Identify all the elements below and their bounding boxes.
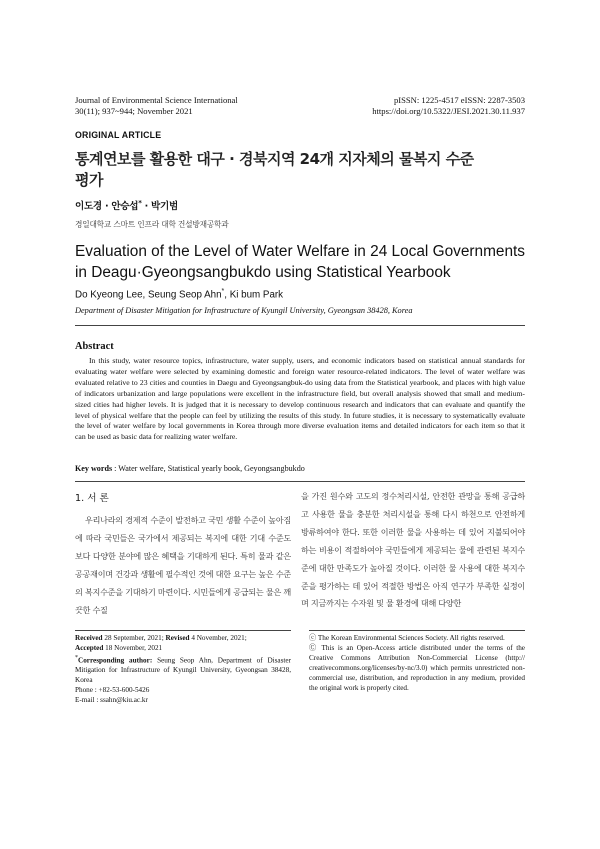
license-block bbox=[309, 633, 525, 693]
license: Ⓒ This is an Open-Access article distributed under the terms of the Creative Commons Attribution Non-Commercial License (http:// creativecommons.org/licenses/by-nc/3.0) which permits unrestricted non-commercial use, distribution, and reproduction in any medium, provided the original work is properly cited. bbox=[309, 644, 525, 692]
phone: Phone : +82-53-600-5426 bbox=[75, 686, 150, 695]
english-title-line1: Evaluation of the Level of Water Welfare in 24 Local Governments bbox=[75, 243, 525, 260]
english-authors-rest: , Ki bum Park bbox=[224, 289, 284, 301]
english-title bbox=[75, 242, 545, 283]
revised-date: 4 November, 2021; bbox=[189, 634, 247, 642]
english-authors-main: Do Kyeong Lee, Seung Seop Ahn bbox=[75, 289, 222, 301]
korean-authors bbox=[75, 198, 178, 212]
korean-title bbox=[75, 149, 535, 191]
footer-divider-right bbox=[309, 630, 525, 631]
accepted-label: Accepted bbox=[75, 644, 104, 652]
journal-ids bbox=[372, 95, 525, 117]
intro-paragraph-right: 을 가진 원수와 고도의 정수처리시설, 안전한 관망을 통해 공급하고 사용한 물을 충분한 처리시설을 통해 다시 하천으로 안전하게 방류하여야 한다. 또한 이러한 물을 사용하는 데 있어 지불되어야 하는 비용이 적절하여야 국민들에게 제공되는 물에 관련된 복지수준에 대한 만족도가 높아질 것이다. 이러한 물 사용에 대한 복지수준을 평가하는 데 있어 적절한 방법은 아직 연구가 부족한 실정이며 지금까지는 수자원 및 물 환경에 대해 다양한 bbox=[301, 491, 525, 609]
accepted-date: 18 November, 2021 bbox=[103, 644, 163, 652]
email[interactable]: E-mail : ssahn@kiu.ac.kr bbox=[75, 696, 148, 705]
corresponding-author bbox=[75, 653, 291, 685]
accepted-line bbox=[75, 643, 291, 653]
intro-paragraph-left: 우리나라의 경제적 수준이 발전하고 국민 생활 수준이 높아짐에 따라 국민들은 국가에서 제공되는 복지에 대한 기대 수준도 보다 다양한 분야에 많은 혜택을 기대하게 된다. 특히 물과 같은 공공재이며 건강과 생활에 필수적인 것에 대한 요구는 높은 수준의 복지수준을 기대하기 마련이다. 시민들에게 공급되는 물은 깨끗한 수질 bbox=[75, 515, 291, 615]
keywords bbox=[75, 464, 305, 473]
corresponding-label: Corresponding author: bbox=[78, 656, 153, 665]
received-line bbox=[75, 633, 291, 643]
corresponding-mark: * bbox=[75, 655, 78, 661]
korean-affiliation: 경일대학교 스마트 인프라 대학 건설방재공학과 bbox=[75, 220, 229, 229]
journal-header bbox=[75, 95, 238, 117]
divider-bottom bbox=[75, 481, 525, 482]
article-history bbox=[75, 633, 291, 705]
article-type: ORIGINAL ARTICLE bbox=[75, 130, 162, 140]
issn: pISSN: 1225-4517 eISSN: 2287-3503 bbox=[393, 95, 525, 105]
revised-label: Revised bbox=[165, 634, 190, 642]
english-authors bbox=[75, 288, 283, 300]
english-title-line2: in Deagu·Gyeongsangbukdo using Statistical Yearbook bbox=[75, 263, 451, 281]
journal-name: Journal of Environmental Science International bbox=[75, 95, 238, 105]
abstract-body: In this study, water resource topics, infrastructure, water supply, users, and economic indicators based on statistical annual standards for evaluating water welfare were selected by examining domestic and foreign water resource-related indicators. The level of water welfare was evaluated relative to 23 cities and counties in Daegu and Gyeongsangbuk-do using data from the Statistical yearbook, and places with high value of indicators urbanization and large populations were excellent in the infrastructure field, but overall analysis showed that small and medium-sized cities had higher levels. It is judged that it is necessary to develop continuous research and indicators that can evaluate and quantify the level of physical welfare that the people can feel by utilizing the results of this study. In future studies, it is necessary to systematically evaluate the level of water welfare by local governments in Korea through more diverse evaluation items and detailed indicators for each item so that it can be used as basic data for realizing water welfare. bbox=[75, 356, 525, 442]
footer-divider-left bbox=[75, 630, 291, 631]
abstract-heading: Abstract bbox=[75, 341, 114, 352]
corresponding-text: Seung Seop Ahn, Department of Disaster Mitigation for Infrastructure of Kyungil University, Gyeongsan 38428, Korea bbox=[75, 656, 292, 685]
korean-authors-main: 이도경 · 안승섭 bbox=[75, 201, 139, 212]
received-label: Received bbox=[75, 634, 103, 642]
copyright: ⓒ The Korean Environmental Sciences Society. All rights reserved. bbox=[309, 634, 505, 642]
doi[interactable]: https://doi.org/10.5322/JESI.2021.30.11.937 bbox=[372, 106, 525, 116]
corresponding-mark: * bbox=[138, 198, 142, 207]
divider-top bbox=[75, 325, 525, 326]
korean-authors-rest: · 박기범 bbox=[141, 201, 178, 212]
received-date: 28 September, 2021; bbox=[102, 634, 166, 642]
english-affiliation: Department of Disaster Mitigation for Infrastructure of Kyungil University, Gyeongsan 38428, Korea bbox=[75, 306, 413, 315]
korean-title-line2: 평가 bbox=[75, 171, 103, 189]
keywords-label: Key words bbox=[75, 464, 113, 473]
section-heading-introduction: 1. 서 론 bbox=[75, 493, 109, 504]
keywords-list: : Water welfare, Statistical yearly book, Geyongsangbukdo bbox=[112, 464, 305, 473]
journal-volume: 30(11); 937~944; November 2021 bbox=[75, 106, 193, 116]
korean-title-line1: 통계연보를 활용한 대구 · 경북지역 24개 지자체의 물복지 수준 bbox=[75, 150, 474, 168]
english-corresponding-mark: * bbox=[221, 288, 225, 295]
